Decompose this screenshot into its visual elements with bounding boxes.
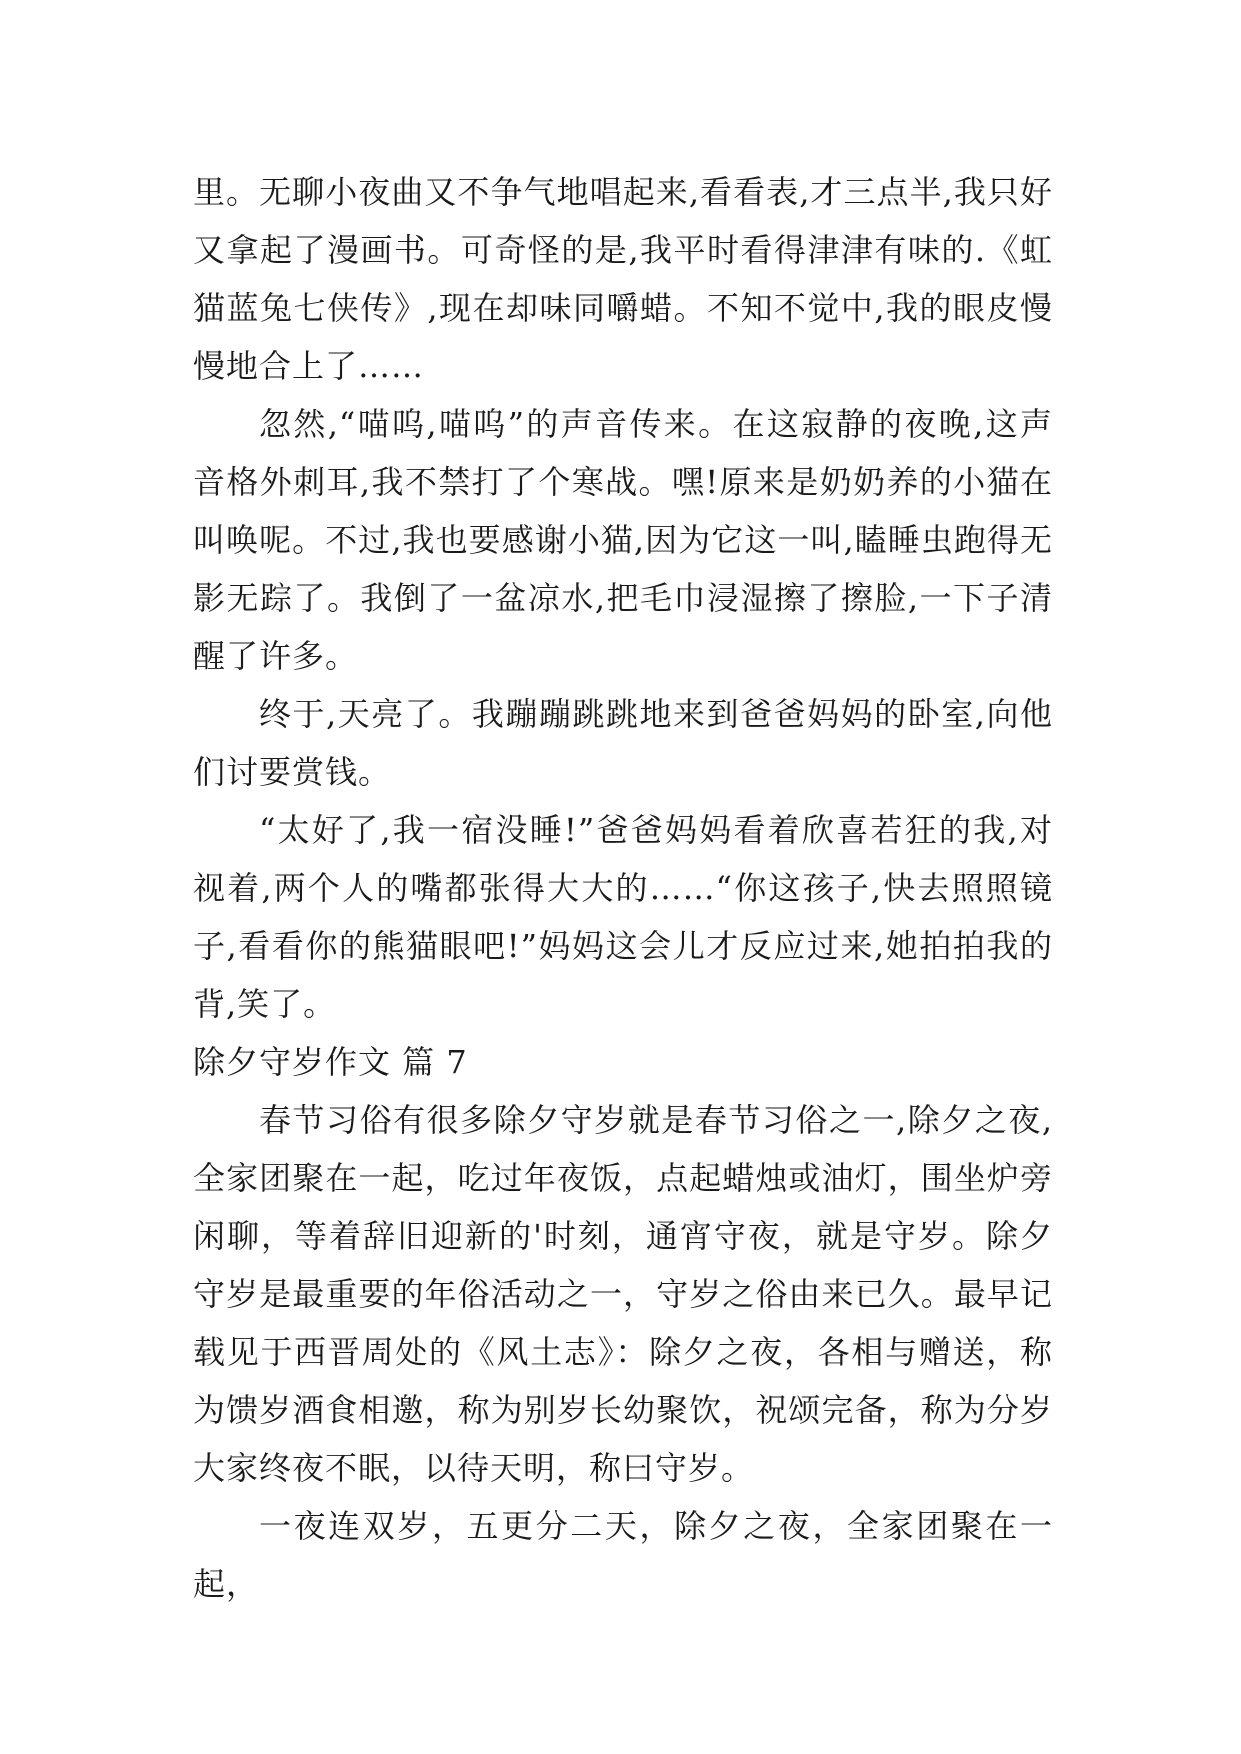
paragraph-cat-sound: 忽然,“喵呜,喵呜”的声音传来。在这寂静的夜晚,这声音格外刺耳,我不禁打了个寒战。嘿!原来是奶奶养的小猫在叫唤呢。不过,我也要感谢小猫,因为它这一叫,瞌睡虫跑得无影无踪了。我倒了一盆凉水,把毛巾浸湿擦了擦脸,一下子清醒了许多。 (193, 405, 1053, 675)
section-heading: 除夕守岁作文 篇 7 (193, 1043, 468, 1081)
paragraph-new-year-night: 一夜连双岁，五更分二天，除夕之夜，全家团聚在一起， (193, 1507, 1053, 1603)
paragraph-daybreak: 终于,天亮了。我蹦蹦跳跳地来到爸爸妈妈的卧室,向他们讨要赏钱。 (193, 695, 1053, 791)
document-body (193, 163, 1053, 1613)
paragraph-panda-eyes: “太好了,我一宿没睡!”爸爸妈妈看着欣喜若狂的我,对视着,两个人的嘴都张得大大的……“你这孩子,快去照照镜子,看看你的熊猫眼吧!”妈妈这会儿才反应过来,她拍拍我的背,笑了。 (193, 811, 1053, 1023)
paragraph-custom-intro: 春节习俗有很多除夕守岁就是春节习俗之一,除夕之夜,全家团聚在一起，吃过年夜饭，点起蜡烛或油灯，围坐炉旁闲聊，等着辞旧迎新的'时刻，通宵守夜，就是守岁。除夕守岁是最重要的年俗活动之一，守岁之俗由来已久。最早记载见于西晋周处的《风土志》：除夕之夜，各相与赠送，称为馈岁酒食相邀，称为别岁长幼聚饮，祝颂完备，称为分岁大家终夜不眠，以待天明，称曰守岁。 (193, 1101, 1053, 1487)
paragraph-continued: 里。无聊小夜曲又不争气地唱起来,看看表,才三点半,我只好又拿起了漫画书。可奇怪的是,我平时看得津津有味的.《虹猫蓝兔七侠传》,现在却味同嚼蜡。不知不觉中,我的眼皮慢慢地合上了…… (193, 173, 1053, 385)
